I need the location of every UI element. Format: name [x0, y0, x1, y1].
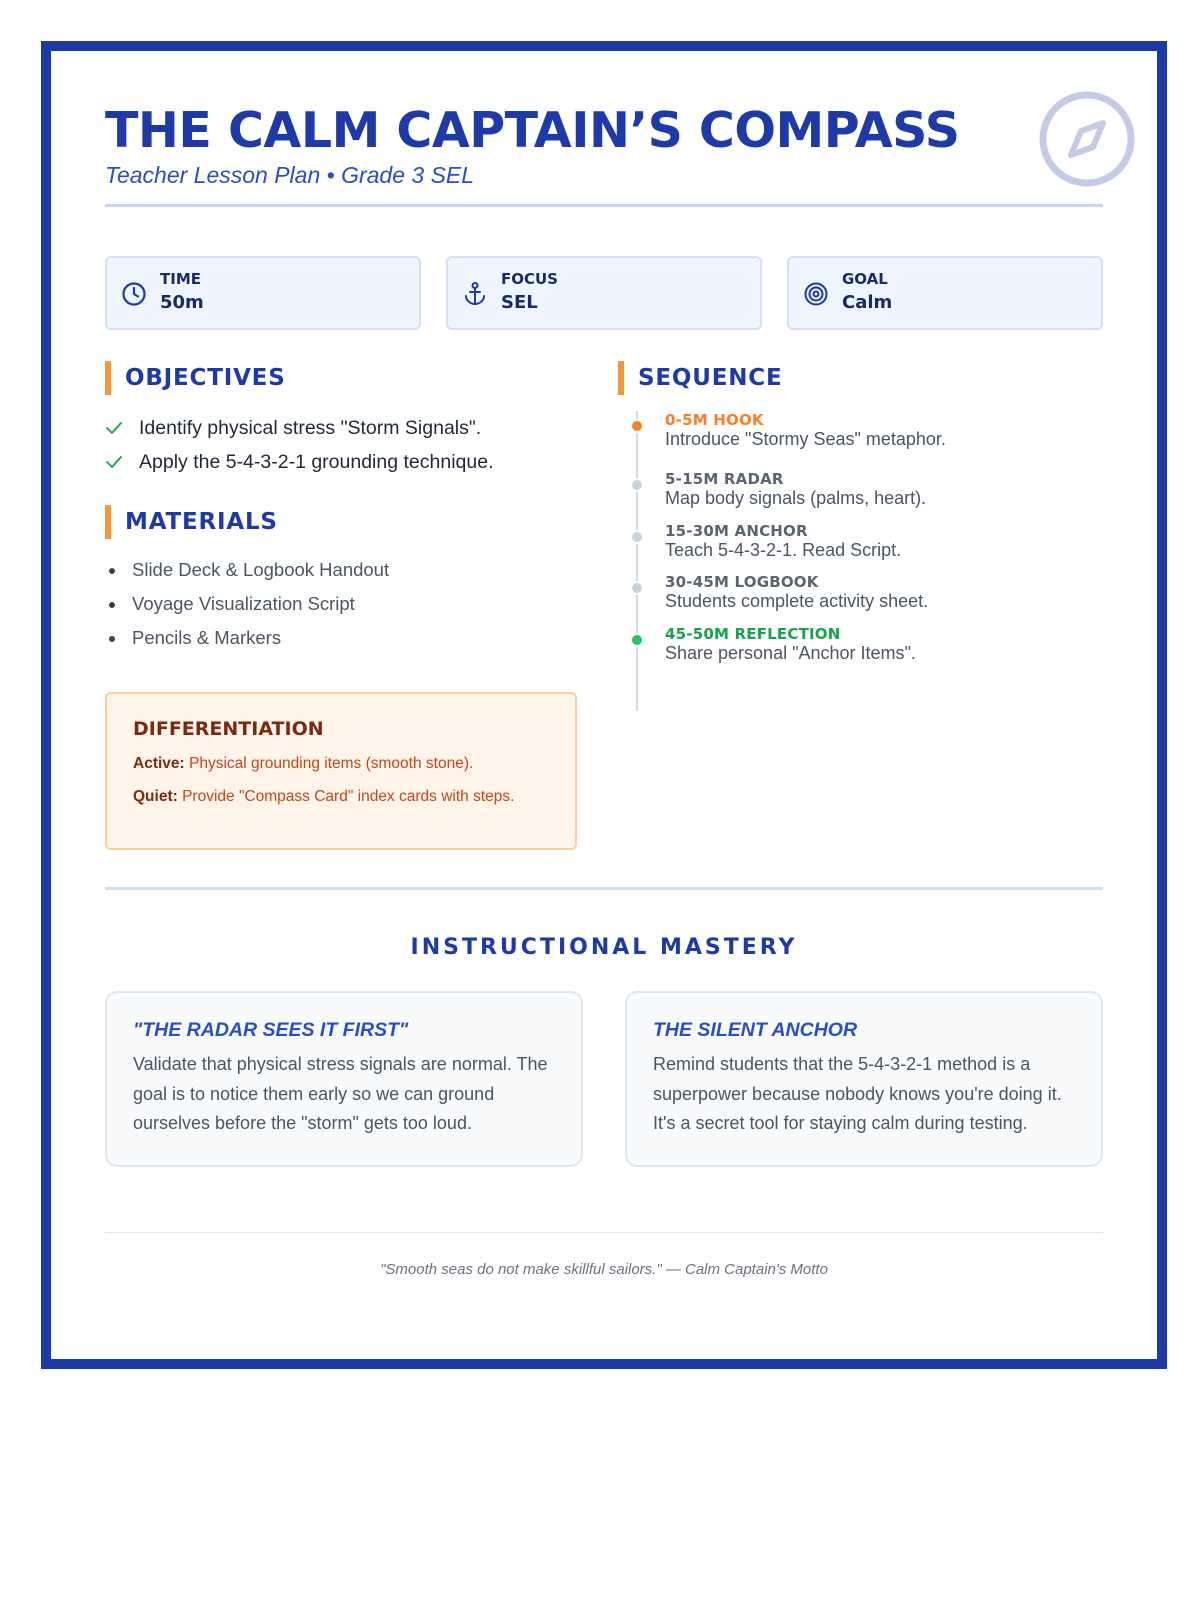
- info-label: FOCUS: [501, 270, 558, 288]
- clock-icon: [121, 281, 147, 307]
- section-divider: [105, 887, 1103, 890]
- step-title: 5-15M RADAR: [665, 470, 784, 488]
- info-card-time: [105, 256, 421, 330]
- check-icon: [105, 420, 123, 436]
- page-title: THE CALM CAPTAIN’S COMPASS: [105, 102, 960, 159]
- mastery-card-radar: [105, 991, 583, 1167]
- objective-text: Apply the 5-4-3-2-1 grounding technique.: [139, 451, 494, 473]
- info-value: SEL: [501, 292, 538, 313]
- step-title: 15-30M ANCHOR: [665, 522, 808, 540]
- active-label: Active:: [133, 755, 185, 772]
- bullet-dot: [109, 602, 115, 608]
- sequence-timeline: [630, 411, 1100, 711]
- timeline-dot: [630, 530, 644, 544]
- differentiation-active: [133, 754, 549, 774]
- footer-motto: "Smooth seas do not make skillful sailors." — Calm Captain's Motto: [380, 1261, 828, 1278]
- timeline-line: [636, 411, 638, 711]
- info-label: GOAL: [842, 270, 888, 288]
- active-text: Physical grounding items (smooth stone).: [184, 755, 474, 772]
- step-title: 45-50M REFLECTION: [665, 625, 841, 643]
- info-card-goal: [787, 256, 1103, 330]
- footer-divider: [105, 1232, 1103, 1233]
- timeline-dot: [630, 419, 644, 433]
- step-title: 0-5M HOOK: [665, 411, 764, 429]
- info-label: TIME: [160, 270, 201, 288]
- differentiation-quiet: [133, 787, 549, 807]
- step-description: Introduce "Stormy Seas" metaphor.: [665, 429, 946, 449]
- anchor-icon: [462, 281, 488, 307]
- page-subtitle: Teacher Lesson Plan • Grade 3 SEL: [105, 162, 475, 188]
- step-description: Teach 5-4-3-2-1. Read Script.: [665, 540, 902, 560]
- differentiation-box: [105, 692, 577, 850]
- info-cards: [105, 256, 1103, 330]
- check-icon: [105, 454, 123, 470]
- material-text: Pencils & Markers: [132, 627, 282, 648]
- info-value: 50m: [160, 292, 204, 313]
- materials-heading: MATERIALS: [105, 505, 278, 539]
- target-icon: [803, 281, 829, 307]
- mastery-card-title: "THE RADAR SEES IT FIRST": [133, 1019, 409, 1041]
- differentiation-heading: DIFFERENTIATION: [133, 718, 324, 740]
- quiet-label: Quiet:: [133, 788, 178, 805]
- step-description: Map body signals (palms, heart).: [665, 488, 927, 508]
- materials-list: [105, 553, 585, 655]
- objectives-heading: OBJECTIVES: [105, 361, 286, 395]
- compass-icon: [1037, 89, 1137, 189]
- timeline-dot: [630, 581, 644, 595]
- material-text: Voyage Visualization Script: [132, 593, 355, 614]
- info-value: Calm: [842, 292, 893, 313]
- mastery-card-anchor: [625, 991, 1103, 1167]
- header: [105, 101, 1103, 207]
- quiet-text: Provide "Compass Card" index cards with steps.: [177, 788, 515, 805]
- list-item: [105, 445, 585, 479]
- bullet-dot: [109, 636, 115, 642]
- list-item: [105, 553, 585, 587]
- list-item: [105, 411, 585, 445]
- timeline-dot: [630, 633, 644, 647]
- objective-text: Identify physical stress "Storm Signals".: [139, 417, 482, 439]
- list-item: [105, 587, 585, 621]
- objectives-list: [105, 411, 585, 479]
- mastery-card-title: THE SILENT ANCHOR: [653, 1019, 858, 1041]
- mastery-card-body: Validate that physical stress signals are normal. The goal is to notice them early so we can ground ourselves before the "storm" gets too loud.: [133, 1054, 548, 1133]
- step-title: 30-45M LOGBOOK: [665, 573, 819, 591]
- material-text: Slide Deck & Logbook Handout: [132, 559, 390, 580]
- bullet-dot: [109, 568, 115, 574]
- step-description: Share personal "Anchor Items".: [665, 643, 916, 663]
- info-card-focus: [446, 256, 762, 330]
- mastery-heading: INSTRUCTIONAL MASTERY: [410, 935, 798, 960]
- list-item: [105, 621, 585, 655]
- step-description: Students complete activity sheet.: [665, 591, 929, 611]
- lesson-plan-page: [41, 41, 1167, 1369]
- sequence-heading: SEQUENCE: [618, 361, 782, 395]
- timeline-dot: [630, 478, 644, 492]
- mastery-card-body: Remind students that the 5-4-3-2-1 method is a superpower because nobody knows you're doing it. It's a secret tool for staying calm during testing.: [653, 1054, 1062, 1133]
